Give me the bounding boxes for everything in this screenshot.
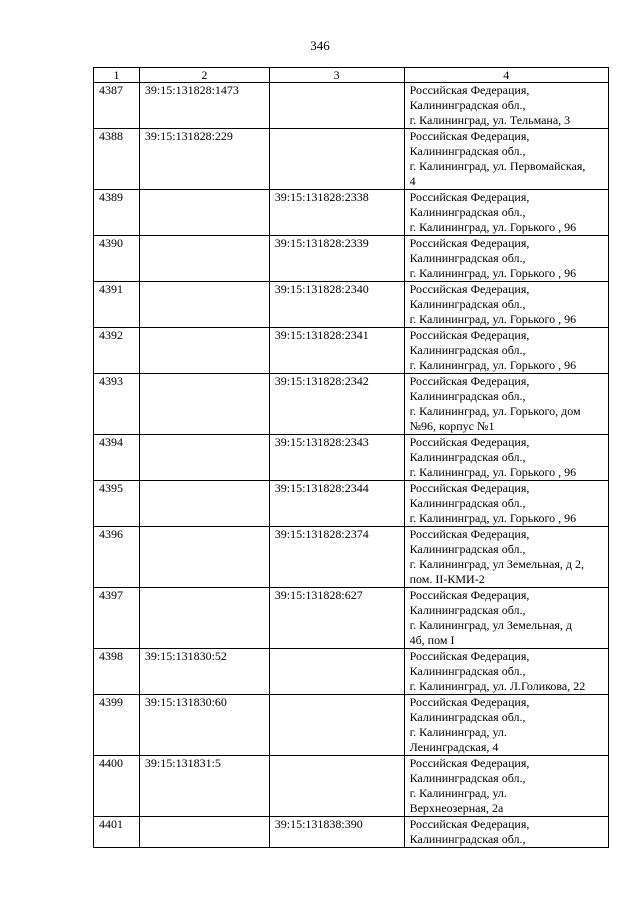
table-row [94, 588, 609, 649]
column-header: 2 [139, 68, 269, 83]
address-cell: Российская Федерация, Калининградская обл., г. Калининград, ул. Горького , 96 [404, 481, 608, 527]
cadastral-number-cell [139, 236, 269, 282]
cadastral-number-cell: 39:15:131828:2344 [269, 481, 404, 527]
row-number-cell: 4387 [94, 83, 140, 129]
cadastral-number-cell: 39:15:131838:390 [269, 817, 404, 848]
table-row [94, 374, 609, 435]
cadastral-number-cell: 39:15:131828:2340 [269, 282, 404, 328]
cadastral-number-cell [269, 649, 404, 695]
cadastral-number-cell: 39:15:131828:2338 [269, 190, 404, 236]
cadastral-number-cell: 39:15:131828:2342 [269, 374, 404, 435]
cadastral-number-cell [269, 83, 404, 129]
table-row [94, 83, 609, 129]
address-cell: Российская Федерация, Калининградская обл., г. Калининград, ул. Горького , 96 [404, 282, 608, 328]
address-cell: Российская Федерация, Калининградская обл., г. Калининград, ул. Первомайская, 4 [404, 129, 608, 190]
cadastral-number-cell [139, 328, 269, 374]
column-header: 4 [404, 68, 608, 83]
cadastral-number-cell: 39:15:131828:2374 [269, 527, 404, 588]
row-number-cell: 4389 [94, 190, 140, 236]
cadastral-number-cell [139, 190, 269, 236]
row-number-cell: 4401 [94, 817, 140, 848]
address-cell: Российская Федерация, Калининградская обл., г. Калининград, ул. Горького , 96 [404, 190, 608, 236]
table-row [94, 129, 609, 190]
row-number-cell: 4397 [94, 588, 140, 649]
registry-table [93, 67, 609, 848]
cadastral-number-cell: 39:15:131831:5 [139, 756, 269, 817]
cadastral-number-cell [269, 756, 404, 817]
address-cell: Российская Федерация, Калининградская обл., г. Калининград, ул. Горького , 96 [404, 236, 608, 282]
cadastral-number-cell: 39:15:131828:229 [139, 129, 269, 190]
table-row [94, 481, 609, 527]
cadastral-number-cell [139, 282, 269, 328]
row-number-cell: 4398 [94, 649, 140, 695]
table-body [94, 83, 609, 848]
table-row [94, 756, 609, 817]
cadastral-number-cell [139, 481, 269, 527]
row-number-cell: 4394 [94, 435, 140, 481]
address-cell: Российская Федерация, Калининградская обл., г. Калининград, ул. Ленинградская, 4 [404, 695, 608, 756]
page-number: 346 [310, 38, 330, 53]
cadastral-number-cell [139, 435, 269, 481]
address-cell: Российская Федерация, Калининградская обл., г. Калининград, ул. Горького , 96 [404, 328, 608, 374]
cadastral-number-cell: 39:15:131830:60 [139, 695, 269, 756]
row-number-cell: 4390 [94, 236, 140, 282]
row-number-cell: 4392 [94, 328, 140, 374]
table-row [94, 435, 609, 481]
address-cell: Российская Федерация, Калининградская обл., г. Калининград, ул. Верхнеозерная, 2а [404, 756, 608, 817]
cadastral-number-cell: 39:15:131828:2339 [269, 236, 404, 282]
cadastral-number-cell: 39:15:131828:627 [269, 588, 404, 649]
cadastral-number-cell: 39:15:131828:2343 [269, 435, 404, 481]
row-number-cell: 4396 [94, 527, 140, 588]
row-number-cell: 4395 [94, 481, 140, 527]
address-cell: Российская Федерация, Калининградская обл., г. Калининград, ул. Тельмана, 3 [404, 83, 608, 129]
table-row [94, 190, 609, 236]
address-cell: Российская Федерация, Калининградская обл., г. Калининград, ул Земельная, д 2, пом. II-КМИ-2 [404, 527, 608, 588]
cadastral-number-cell: 39:15:131828:2341 [269, 328, 404, 374]
column-header: 1 [94, 68, 140, 83]
address-cell: Российская Федерация, Калининградская обл., г. Калининград, ул. Горького , 96 [404, 435, 608, 481]
row-number-cell: 4399 [94, 695, 140, 756]
cadastral-number-cell: 39:15:131830:52 [139, 649, 269, 695]
table-row [94, 527, 609, 588]
row-number-cell: 4393 [94, 374, 140, 435]
row-number-cell: 4400 [94, 756, 140, 817]
header-row [94, 68, 609, 83]
row-number-cell: 4388 [94, 129, 140, 190]
row-number-cell: 4391 [94, 282, 140, 328]
cadastral-number-cell: 39:15:131828:1473 [139, 83, 269, 129]
cadastral-number-cell [269, 129, 404, 190]
table-row [94, 817, 609, 848]
table-row [94, 328, 609, 374]
cadastral-number-cell [269, 695, 404, 756]
address-cell: Российская Федерация, Калининградская обл., г. Калининград, ул Земельная, д 4б, пом I [404, 588, 608, 649]
cadastral-number-cell [139, 588, 269, 649]
cadastral-number-cell [139, 817, 269, 848]
table-row [94, 282, 609, 328]
address-cell: Российская Федерация, Калининградская обл., [404, 817, 608, 848]
table-row [94, 236, 609, 282]
cadastral-number-cell [139, 527, 269, 588]
column-header: 3 [269, 68, 404, 83]
address-cell: Российская Федерация, Калининградская обл., г. Калининград, ул. Горького, дом №96, корпус №1 [404, 374, 608, 435]
table-row [94, 695, 609, 756]
table-row [94, 649, 609, 695]
address-cell: Российская Федерация, Калининградская обл., г. Калининград, ул. Л.Голикова, 22 [404, 649, 608, 695]
cadastral-number-cell [139, 374, 269, 435]
